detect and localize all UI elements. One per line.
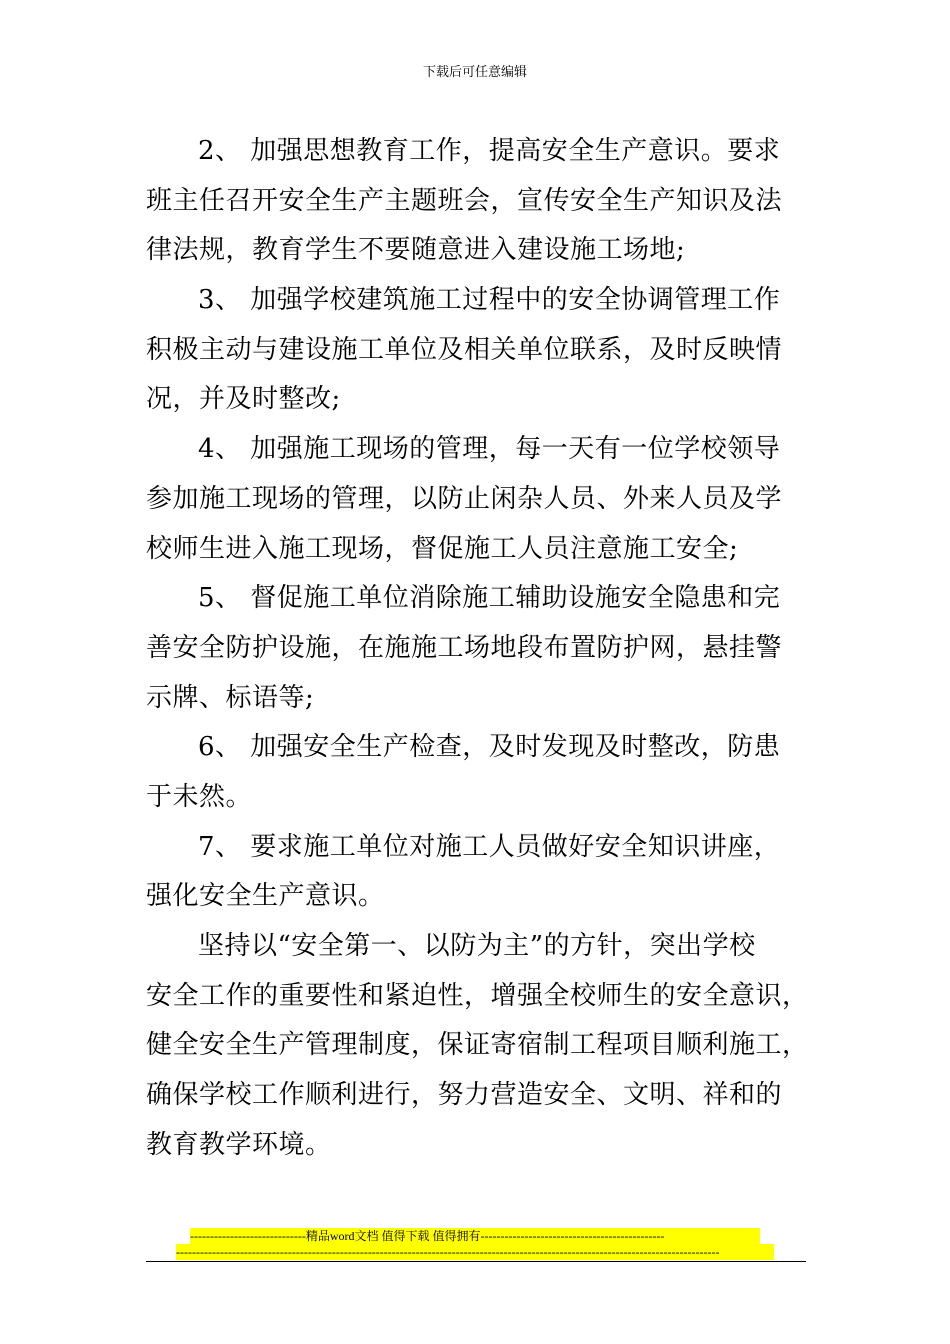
footer-divider <box>146 1261 806 1262</box>
paragraph-line: 善安全防护设施，在施施工场地段布置防护网，悬挂警 <box>146 632 783 663</box>
page-header: 下载后可任意编辑 <box>422 65 527 80</box>
footer-banner-line-2: ---------------------------------------------------------------------------------------------------------------------------------------- <box>176 1244 774 1260</box>
paragraph-line: 5、 督促施工单位消除施工辅助设施安全隐患和完 <box>198 583 781 614</box>
paragraph-line: 律法规，教育学生不要随意进入建设施工场地; <box>146 235 686 266</box>
paragraph-line: 教育教学环境。 <box>146 1129 332 1160</box>
paragraph-line: 4、 加强施工现场的管理，每一天有一位学校领导 <box>198 434 781 465</box>
paragraph-line: 于未然。 <box>146 781 253 812</box>
paragraph-line: 积极主动与建设施工单位及相关单位联系，及时反映情 <box>146 334 783 365</box>
paragraph-line: 强化安全生产意识。 <box>146 881 385 912</box>
document-body <box>146 127 809 1170</box>
paragraph-line: 校师生进入施工现场，督促施工人员注意施工安全; <box>146 533 739 564</box>
paragraph-line: 3、 加强学校建筑施工过程中的安全协调管理工作 <box>198 285 781 316</box>
paragraph-line: 健全安全生产管理制度，保证寄宿制工程项目顺利施工， <box>146 1030 809 1061</box>
paragraph-line: 况，并及时整改; <box>146 384 341 415</box>
paragraph-line: 安全工作的重要性和紧迫性，增强全校师生的安全意识， <box>146 980 809 1011</box>
paragraph-line: 坚持以“安全第一、以防为主”的方针，突出学校 <box>198 931 756 961</box>
footer-banner-line-1: -----------------------------精品word文档 值得下载 值得拥有---------------------------------------------- <box>190 1228 760 1244</box>
paragraph-line: 班主任召开安全生产主题班会，宣传安全生产知识及法 <box>146 185 783 216</box>
paragraph-line: 6、 加强安全生产检查，及时发现及时整改，防患 <box>198 732 781 763</box>
paragraph-line: 2、 加强思想教育工作，提高安全生产意识。要求 <box>198 136 781 166</box>
paragraph-line: 7、 要求施工单位对施工人员做好安全知识讲座， <box>198 831 781 862</box>
paragraph-line: 参加施工现场的管理，以防止闲杂人员、外来人员及学 <box>146 483 783 514</box>
paragraph-line: 确保学校工作顺利进行，努力营造安全、文明、祥和的 <box>146 1080 783 1111</box>
paragraph-line: 示牌、标语等; <box>146 682 315 713</box>
